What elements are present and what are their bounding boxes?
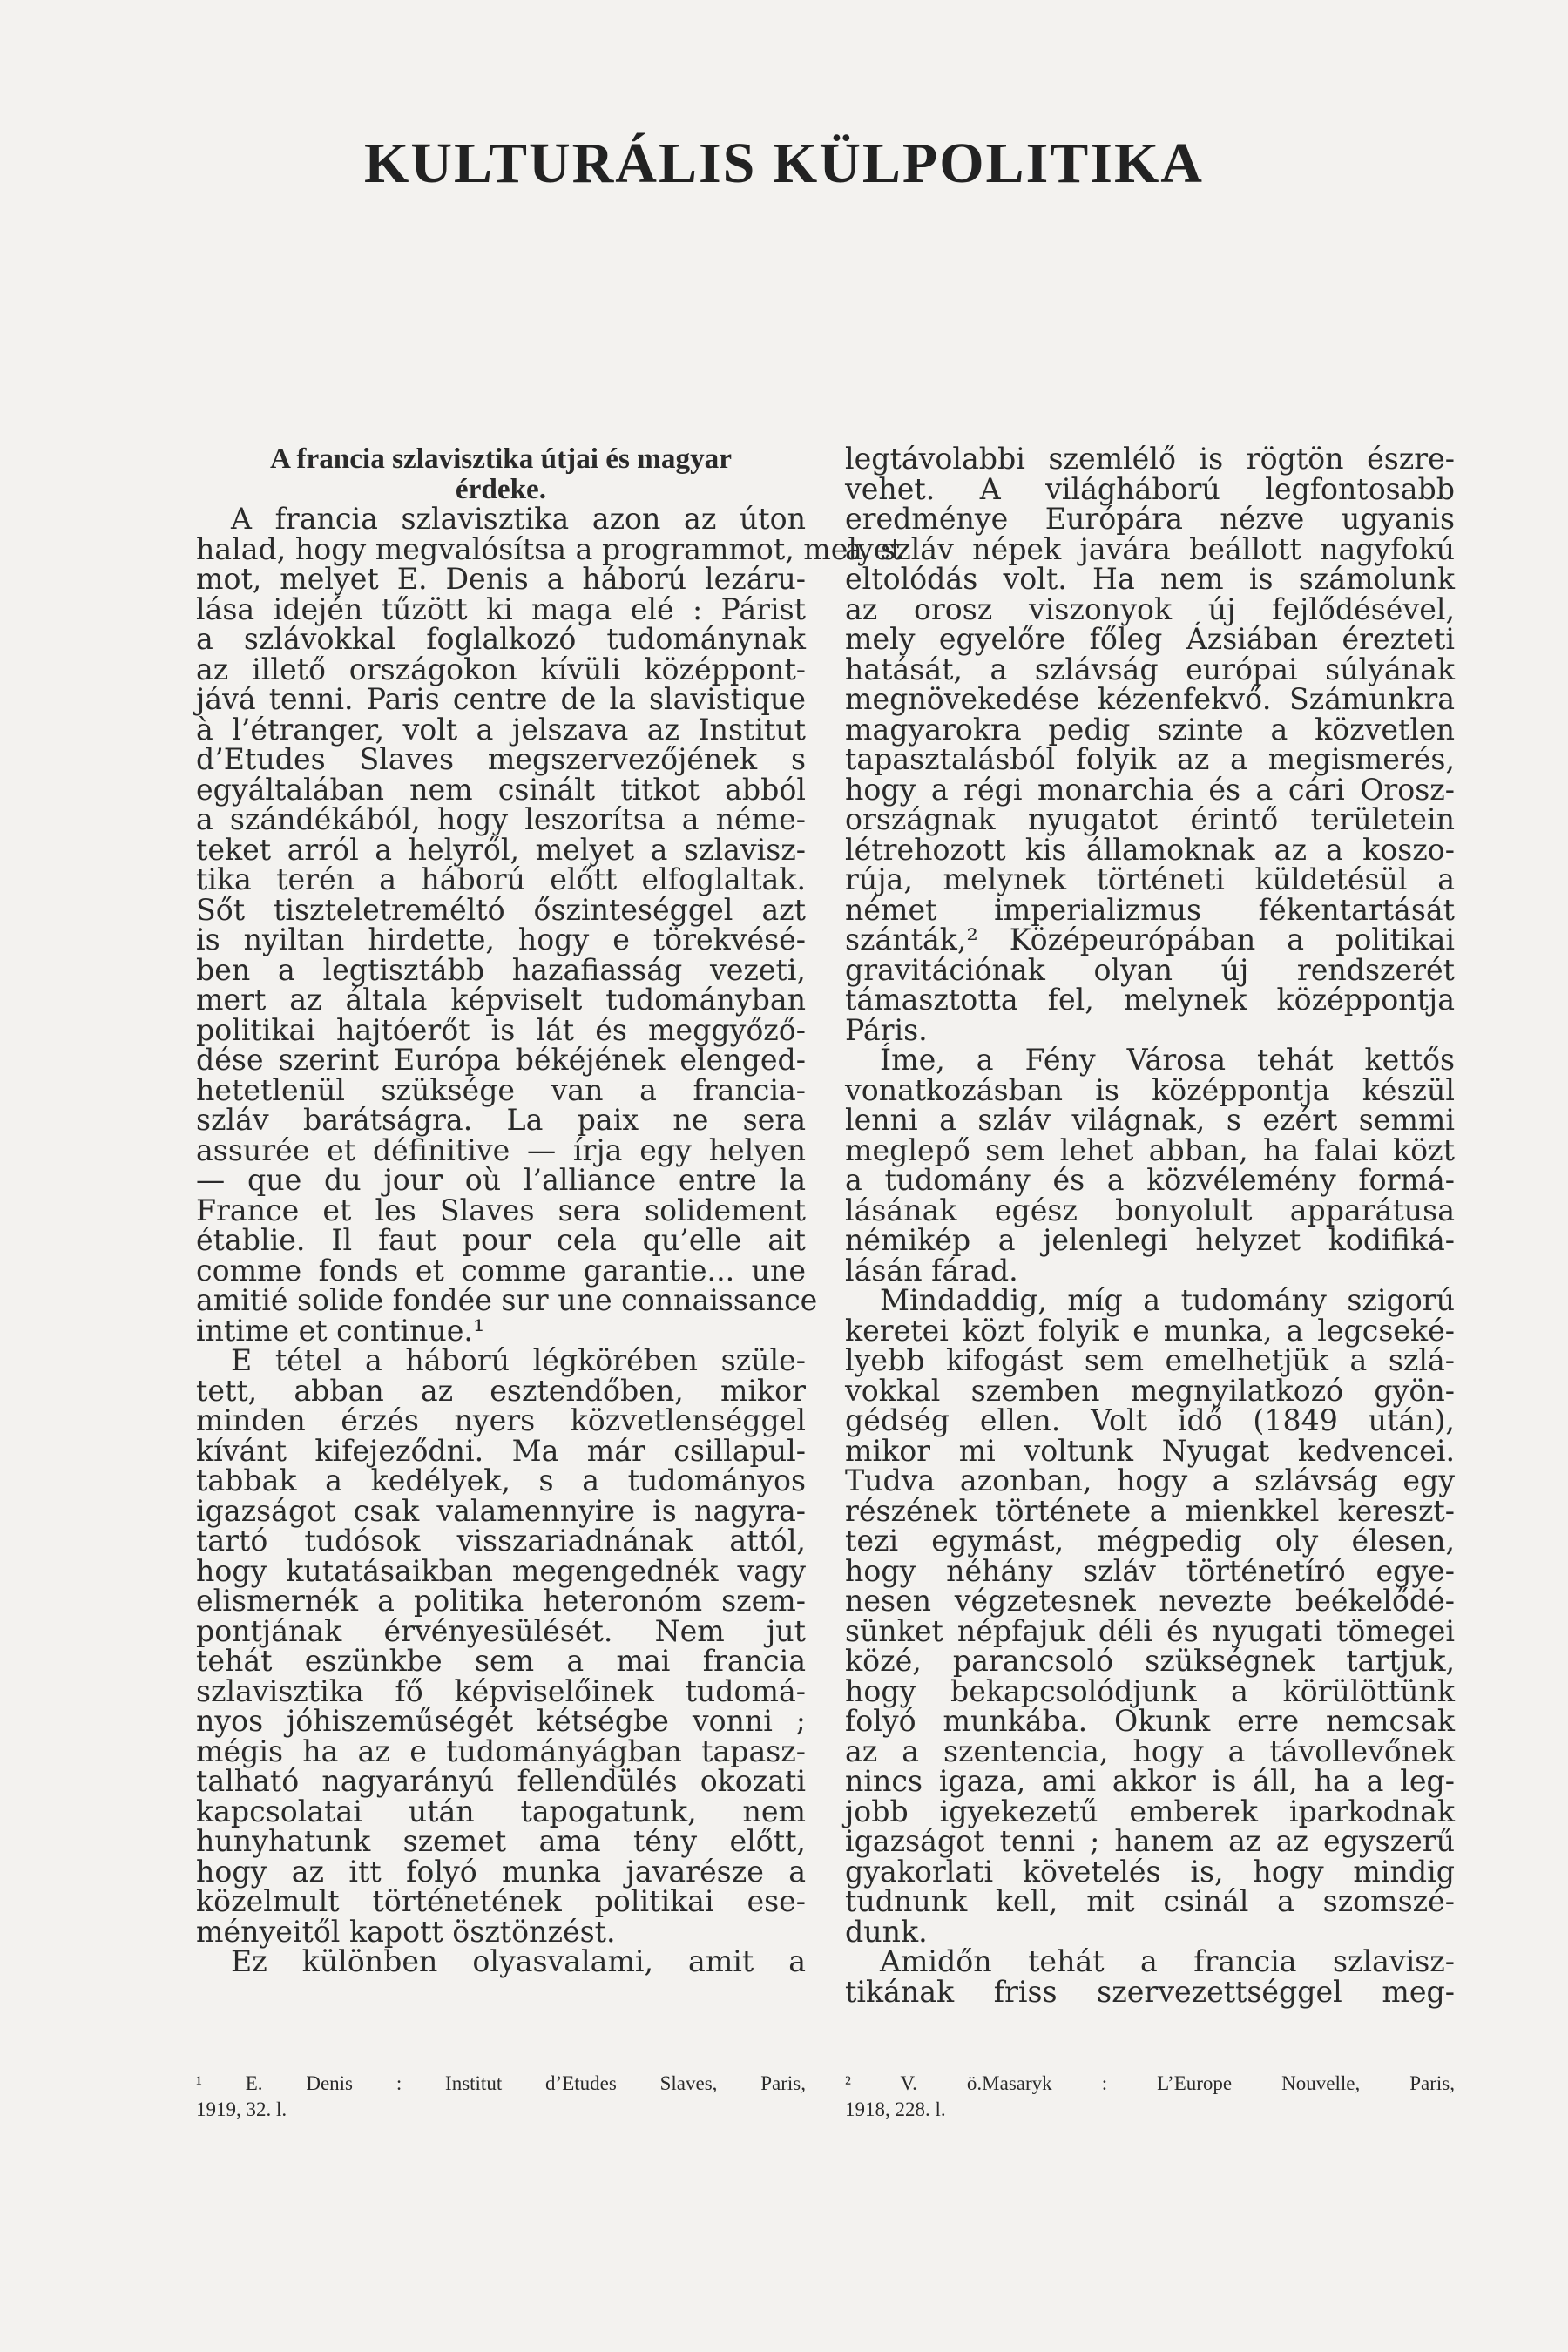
text-line: pontjának érvényesülését. Nem jut: [196, 1613, 806, 1648]
text-line: Mindaddig, míg a tudomány szigorú: [880, 1283, 1455, 1317]
text-line: ményeitől kapott ösztönzést.: [196, 1914, 616, 1949]
footnote-line: ² V. ö.Masaryk : L’Europe Nouvelle, Paris,: [845, 2072, 1455, 2094]
text-line: érdeke.: [455, 472, 547, 505]
footnote-line: 1919, 32. l.: [196, 2099, 287, 2120]
text-line: kapcsolatai után tapogatunk, nem: [196, 1794, 806, 1828]
text-line: létrehozott kis államoknak az a koszo-: [845, 832, 1455, 867]
page-title: KULTURÁLIS KÜLPOLITIKA: [364, 132, 1204, 195]
text-line: Íme, a Fény Városa tehát kettős: [880, 1043, 1455, 1077]
text-line: à l’étranger, volt a jelszava az Institut: [196, 712, 806, 747]
text-line: teket arról a helyről, melyet a szlavisz-: [196, 832, 806, 867]
text-line: a szlávokkal foglalkozó tudománynak: [196, 622, 806, 656]
text-line: tezi egymást, mégpedig oly élesen,: [845, 1524, 1455, 1558]
text-line: talható nagyarányú fellendülés okozati: [196, 1764, 806, 1798]
text-line: vonatkozásban is középpontja készül: [845, 1072, 1455, 1107]
text-line: tabbak a kedélyek, s a tudományos: [196, 1463, 806, 1497]
text-line: dunk.: [845, 1914, 928, 1949]
text-line: szláv barátságra. La paix ne sera: [196, 1103, 806, 1137]
text-line: szlavisztika fő képviselőinek tudomá-: [196, 1673, 806, 1708]
text-line: lyebb kifogást sem emelhetjük a szlá-: [845, 1343, 1455, 1377]
text-line: amitié solide fondée sur une connaissance: [196, 1283, 818, 1317]
text-line: legtávolabbi szemlélő is rögtön észre-: [845, 442, 1455, 476]
text-line: A francia szlavisztika útjai és magyar: [269, 443, 732, 475]
text-line: mely egyelőre főleg Ázsiában érezteti: [845, 622, 1455, 656]
text-line: dése szerint Európa békéjének elenged-: [196, 1043, 806, 1077]
text-line: is nyiltan hirdette, hogy e törekvésé-: [196, 923, 806, 956]
text-line: tett, abban az esztendőben, mikor: [196, 1373, 806, 1408]
text-line: tapasztalásból folyik az a megismerés,: [845, 742, 1455, 776]
text-line: mégis ha az e tudományágban tapasz-: [196, 1734, 806, 1768]
text-line: lásának egész bonyolult apparátusa: [845, 1193, 1455, 1227]
text-line: intime et continue.¹: [196, 1313, 485, 1348]
footnote-left: [196, 2071, 806, 2123]
text-line: a szláv népek javára beállott nagyfokú: [845, 531, 1455, 566]
text-line: gravitációnak olyan új rendszerét: [845, 952, 1455, 987]
text-line: igazságot csak valamennyire is nagyra-: [196, 1493, 806, 1528]
text-line: nesen végzetesnek nevezte beékelődé-: [845, 1584, 1455, 1618]
text-line: sünket népfajuk déli és nyugati tömegei: [845, 1613, 1455, 1648]
text-line: eredménye Európára nézve ugyanis: [845, 502, 1455, 536]
text-line: tika terén a háború előtt elfoglaltak.: [196, 862, 806, 896]
text-line: Páris.: [845, 1012, 928, 1047]
text-line: hatását, a szlávság európai súlyának: [845, 652, 1455, 686]
text-line: magyarokra pedig szinte a közvetlen: [845, 712, 1455, 747]
text-line: az a szentencia, hogy a távollevőnek: [845, 1734, 1455, 1768]
text-line: d’Etudes Slaves megszervezőjének s: [196, 742, 806, 776]
text-line: folyó munkába. Okunk erre nemcsak: [845, 1704, 1455, 1738]
text-line: támasztotta fel, melynek középpontja: [845, 983, 1455, 1017]
text-line: mikor mi voltunk Nyugat kedvencei.: [845, 1433, 1455, 1468]
text-line: hunyhatunk szemet ama tény előtt,: [196, 1824, 806, 1858]
text-line: hogy az itt folyó munka javarésze a: [196, 1854, 806, 1889]
text-line: országnak nyugatot érintő területein: [845, 802, 1455, 836]
text-line: tartó tudósok visszariadnának attól,: [196, 1524, 806, 1558]
text-line: hogy a régi monarchia és a cári Orosz-: [845, 772, 1455, 807]
text-line: établie. Il faut pour cela qu’elle ait: [196, 1223, 806, 1257]
text-line: assurée et définitive — írja egy helyen: [196, 1132, 806, 1167]
text-line: halad, hogy megvalósítsa a programmot, melyet: [196, 531, 902, 566]
text-line: eltolódás volt. Ha nem is számolunk: [845, 562, 1455, 596]
text-line: ben a legtisztább hazafiasság vezeti,: [196, 952, 806, 987]
text-line: Amidőn tehát a francia szlavisz-: [880, 1944, 1455, 1978]
text-line: a szándékából, hogy leszorítsa a néme-: [196, 802, 806, 836]
text-line: lásán fárad.: [845, 1253, 1018, 1288]
text-line: tehát eszünkbe sem a mai francia: [196, 1644, 806, 1678]
text-line: elismernék a politika heteronóm szem-: [196, 1584, 806, 1618]
text-line: az illető országokon kívüli középpont-: [196, 652, 806, 686]
text-line: nyos jóhiszeműségét kétségbe vonni ;: [196, 1704, 806, 1738]
text-line: tudnunk kell, mit csinál a szomszé-: [845, 1884, 1455, 1918]
text-line: nincs igaza, ami akkor is áll, ha a leg-: [845, 1764, 1455, 1798]
text-line: mot, melyet E. Denis a háború lezáru-: [196, 562, 806, 596]
text-line: rúja, melynek történeti küldetésül a: [845, 862, 1455, 896]
footnote-line: 1918, 228. l.: [845, 2099, 946, 2120]
text-line: gédség ellen. Volt idő (1849 után),: [845, 1403, 1455, 1437]
right-column: [845, 444, 1455, 2007]
text-line: egyáltalában nem csinált titkot abból: [196, 772, 806, 807]
text-line: hogy bekapcsolódjunk a körülöttünk: [845, 1673, 1455, 1708]
text-line: mert az általa képviselt tudományban: [196, 983, 806, 1017]
text-line: a tudomány és a közvélemény formá-: [845, 1163, 1455, 1197]
text-line: kívánt kifejeződni. Ma már csillapul-: [196, 1433, 806, 1468]
text-line: minden érzés nyers közvetlenséggel: [196, 1403, 806, 1437]
text-line: némikép a jelenlegi helyzet kodifiká-: [845, 1223, 1455, 1257]
text-line: meglepő sem lehet abban, ha falai közt: [845, 1132, 1455, 1167]
text-line: vehet. A világháború legfontosabb: [845, 471, 1455, 506]
text-line: politikai hajtóerőt is lát és meggyőző-: [196, 1012, 806, 1047]
text-line: Sőt tiszteletreméltó őszinteséggel azt: [196, 892, 806, 927]
text-line: jobb igyekezetű emberek iparkodnak: [845, 1794, 1455, 1828]
text-line: comme fonds et comme garantie... une: [196, 1253, 806, 1288]
text-line: E tétel a háború légkörében szüle-: [231, 1343, 806, 1377]
footnote-line: ¹ E. Denis : Institut d’Etudes Slaves, Paris,: [196, 2072, 806, 2094]
text-line: lása idején tűzött ki maga elé : Párist: [196, 591, 806, 626]
text-line: France et les Slaves sera solidement: [196, 1193, 806, 1227]
text-line: vokkal szemben megnyilatkozó gyön-: [845, 1373, 1455, 1408]
text-line: gyakorlati követelés is, hogy mindig: [845, 1854, 1455, 1889]
text-line: tikának friss szervezettséggel meg-: [845, 1974, 1455, 2009]
text-line: lenni a szláv világnak, s ezért semmi: [845, 1103, 1455, 1137]
text-line: német imperializmus fékentartását: [845, 892, 1455, 927]
text-line: Tudva azonban, hogy a szlávság egy: [845, 1463, 1455, 1497]
text-line: megnövekedése kézenfekvő. Számunkra: [845, 682, 1455, 716]
text-line: hogy kutatásaikban megengednék vagy: [196, 1553, 806, 1588]
text-line: az orosz viszonyok új fejlődésével,: [845, 591, 1455, 626]
text-line: részének története a mienkkel kereszt-: [845, 1493, 1455, 1528]
text-line: — que du jour où l’alliance entre la: [196, 1163, 806, 1197]
text-line: A francia szlavisztika azon az úton: [231, 502, 806, 536]
text-line: szánták,² Középeurópában a politikai: [845, 923, 1455, 956]
text-line: keretei közt folyik e munka, a legcseké-: [845, 1313, 1455, 1348]
text-line: Ez különben olyasvalami, amit a: [231, 1944, 806, 1978]
footnote-right: [845, 2071, 1455, 2123]
text-line: hetetlenül szüksége van a francia-: [196, 1072, 806, 1107]
text-line: hogy néhány szláv történetíró egye-: [845, 1553, 1455, 1588]
text-line: jává tenni. Paris centre de la slavistique: [196, 682, 806, 716]
text-line: közelmult történetének politikai ese-: [196, 1884, 806, 1918]
text-line: igazságot tenni ; hanem az az egyszerű: [845, 1824, 1455, 1858]
text-line: közé, parancsoló szükségnek tartjuk,: [845, 1644, 1455, 1678]
